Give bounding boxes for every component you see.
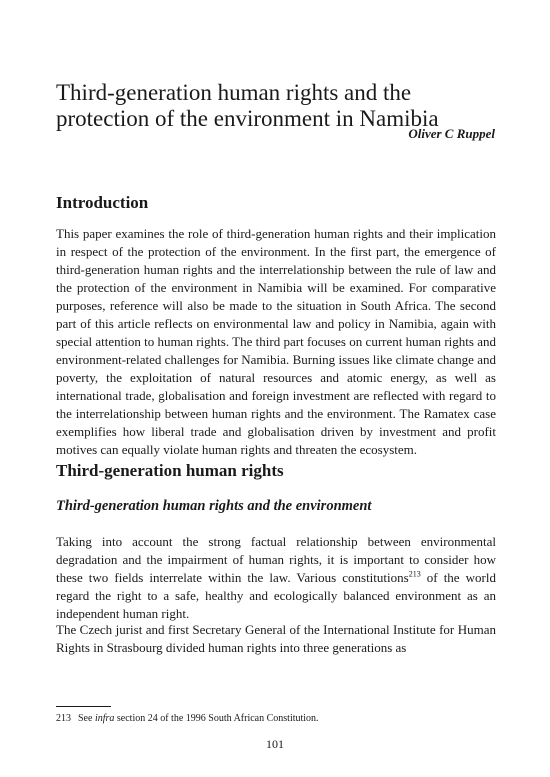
subsection-heading: Third-generation human rights and the environment	[56, 498, 372, 514]
page-number: 101	[266, 737, 284, 751]
body-paragraph-3: The Czech jurist and first Secretary General of the International Institute for Human Rights in Strasbourg divided human rights into three generations as	[56, 622, 496, 655]
body-paragraph-2	[56, 533, 496, 623]
author-name: Oliver C Ruppel	[408, 126, 495, 141]
section-heading: Third-generation human rights	[56, 461, 284, 480]
footnote-divider	[56, 706, 111, 707]
footnote-number: 213	[56, 713, 71, 724]
paragraph-2-text-end: of the world regard the right to a safe, healthy and ecologically balanced environment as an independent human right.	[56, 570, 496, 621]
footnote-reference[interactable]: 213	[408, 569, 421, 579]
footnote	[56, 713, 496, 724]
footnote-text: section 24 of the 1996 South African Constitution.	[114, 713, 319, 724]
article-title: Third-generation human rights and the protection of the environment in Namibia	[56, 80, 439, 131]
paragraph-2-text-start: Taking into account the strong factual relationship between environmental degradation and the impairment of human rights, it is important to consider how these two fields interrelate within the law. Various constitutions	[56, 534, 496, 585]
footnote-infra: infra	[94, 713, 115, 724]
introduction-heading: Introduction	[56, 193, 149, 212]
footnote-see: See	[78, 713, 95, 724]
introduction-paragraph: This paper examines the role of third-generation human rights and their implication in respect of the protection of the environment. In the first part, the emergence of third-generation human rights and the interrelationship between the rule of law and the protection of the environment in Namibia will be examined. For comparative purposes, reference will also be made to the situation in South Africa. The second part of this article reflects on environmental law and policy in Namibia, again with special attention to human rights. The third part focuses on current human rights and environment-related challenges for Namibia. Burning issues like climate change and poverty, the exploitation of natural resources and atomic energy, as well as international trade, globalisation and foreign investment are reflected with regard to the interrelationship between human rights and the environment. The Ramatex case exemplifies how liberal trade and globalisation driven by investment and profit motives can equally violate human rights and threaten the ecosystem.	[56, 226, 496, 457]
